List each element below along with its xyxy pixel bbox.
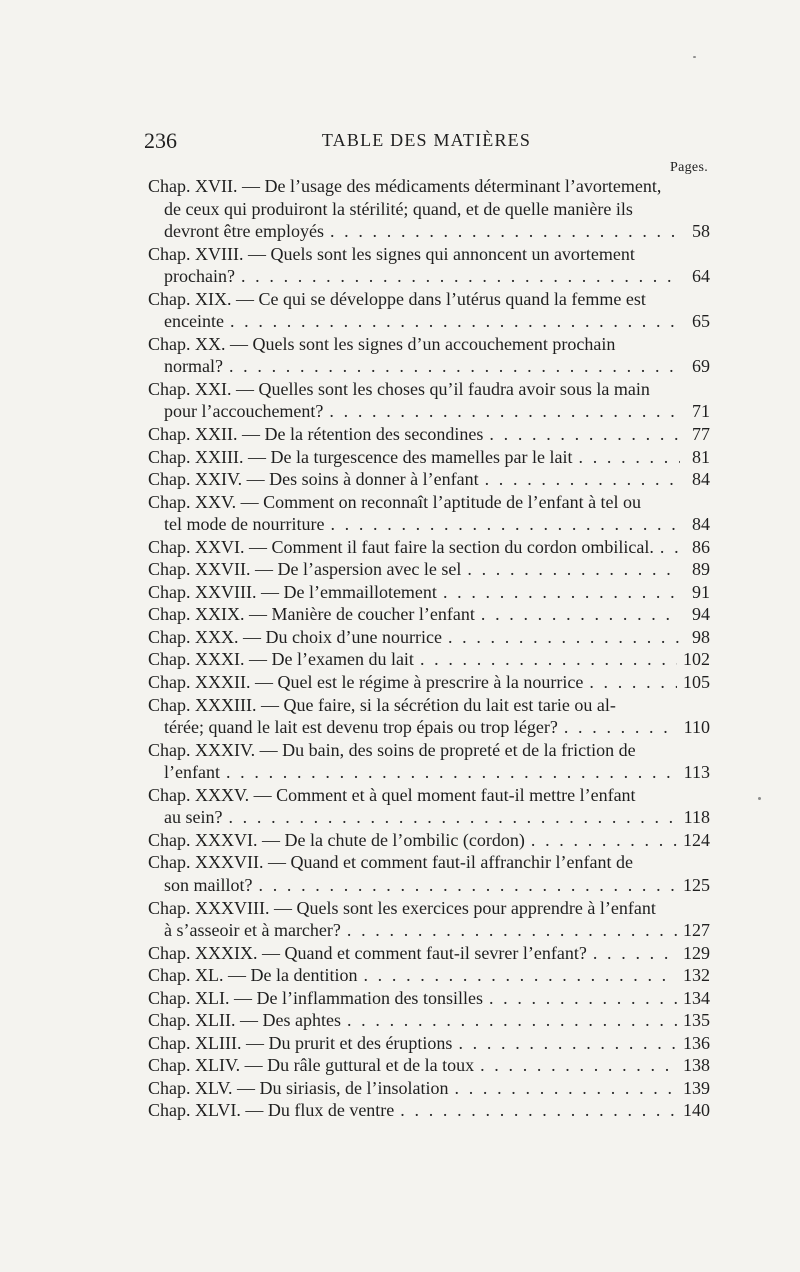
toc-entry <box>148 1099 710 1122</box>
toc-page-number: 69 <box>692 356 710 377</box>
dot-leader <box>363 964 677 987</box>
toc-entry-title: Chap. XXXII. — Quel est le régime à prescrire à la nourrice <box>148 672 584 693</box>
toc-entry-title: l’enfant <box>164 762 220 783</box>
toc-entry-line: Chap. XX. — Quels sont les signes d’un accouchement prochain <box>148 333 616 354</box>
toc-page-number: 132 <box>683 965 710 986</box>
toc-entry-last-line <box>148 220 710 243</box>
dot-leader <box>480 1054 677 1077</box>
toc-entry-title: Chap. XL. — De la dentition <box>148 965 358 986</box>
toc-page-number: 81 <box>692 446 710 467</box>
toc-entry-line: Chap. XVIII. — Quels sont les signes qui annoncent un avortement <box>148 243 635 264</box>
toc-entry <box>148 964 710 987</box>
toc-entry-last-line <box>148 648 710 671</box>
running-title: TABLE DES MATIÈRES <box>321 130 532 150</box>
toc-page-number: 98 <box>692 626 710 647</box>
toc-entry-title: Chap. XXIX. — Manière de coucher l’enfant <box>148 604 475 625</box>
dot-leader <box>579 446 680 469</box>
toc-entry-title: Chap. XLIV. — Du râle guttural et de la toux <box>148 1055 475 1076</box>
scan-speck <box>758 797 761 800</box>
toc-entry-line: Chap. XVII. — De l’usage des médicaments déterminant l’avortement, <box>148 176 662 196</box>
dot-leader <box>458 1032 677 1055</box>
toc-entry-line: Chap. XXXV. — Comment et à quel moment faut-il mettre l’enfant <box>148 784 636 805</box>
dot-leader <box>400 1099 677 1122</box>
toc-page-number: 134 <box>683 987 710 1008</box>
toc-page-number: 102 <box>683 649 710 670</box>
toc-page-number: 135 <box>683 1010 710 1031</box>
dot-leader <box>589 671 677 694</box>
toc-entry <box>148 446 710 469</box>
toc-entry-last-line <box>148 942 710 965</box>
toc-entry-last-line <box>148 468 710 491</box>
toc-page-number: 125 <box>683 874 710 895</box>
toc-entry-last-line <box>148 1054 710 1077</box>
toc-page-number: 105 <box>683 672 710 693</box>
toc-entry <box>148 671 710 694</box>
toc-entry-last-line <box>148 874 710 897</box>
toc-page-number: 118 <box>683 807 710 828</box>
toc-entry-last-line <box>148 829 710 852</box>
toc-page-number: 140 <box>683 1100 710 1121</box>
dot-leader <box>443 581 680 604</box>
toc-entry-title: Chap. XXVII. — De l’aspersion avec le sel <box>148 559 462 580</box>
toc-entry-title: Chap. XXXVI. — De la chute de l’ombilic (cordon) <box>148 829 525 850</box>
toc-page-number: 71 <box>692 401 710 422</box>
toc-page-number: 91 <box>692 581 710 602</box>
toc-entry-line: Chap. XXXIV. — Du bain, des soins de propreté et de la friction de <box>148 739 636 760</box>
toc-entry-last-line <box>148 400 710 423</box>
toc-entry-title: térée; quand le lait est devenu trop épais ou trop léger? <box>164 717 558 738</box>
pages-column-label: Pages. <box>670 160 708 175</box>
toc-page-number: 77 <box>692 424 710 445</box>
page-number: 236 <box>144 128 177 153</box>
toc-entry <box>148 491 710 536</box>
toc-page-number: 64 <box>692 266 710 287</box>
dot-leader <box>467 558 680 581</box>
dot-leader <box>564 716 678 739</box>
toc-entry-title: Chap. XXII. — De la rétention des secondines <box>148 424 484 445</box>
toc-entry-title: Chap. XLVI. — Du flux de ventre <box>148 1100 395 1121</box>
toc-entry-line: Chap. XXV. — Comment on reconnaît l’aptitude de l’enfant à tel ou <box>148 491 642 512</box>
toc-entry-title: Chap. XLII. — Des aphtes <box>148 1010 341 1031</box>
toc-entry <box>148 897 710 942</box>
toc-entry-last-line <box>148 513 710 536</box>
toc-entry-last-line <box>148 626 710 649</box>
toc-entry-last-line <box>148 355 710 378</box>
toc-entry-last-line <box>148 716 710 739</box>
toc-entry <box>148 942 710 965</box>
toc-entry-last-line <box>148 964 710 987</box>
toc-entry-last-line <box>148 1077 710 1100</box>
toc-entry <box>148 243 710 288</box>
toc-entry-title: Chap. XXIII. — De la turgescence des mamelles par le lait <box>148 446 573 467</box>
toc-entry-title: Chap. XXXI. — De l’examen du lait <box>148 649 414 670</box>
toc-entry <box>148 468 710 491</box>
toc-entry-line: Chap. XIX. — Ce qui se développe dans l’utérus quand la femme est <box>148 288 646 309</box>
scan-speck <box>693 56 696 58</box>
toc-page-number: 136 <box>683 1032 710 1053</box>
toc-entry-last-line <box>148 423 710 446</box>
toc-page-number: 94 <box>692 604 710 625</box>
toc-entry-title: Chap. XXX. — Du choix d’une nourrice <box>148 626 442 647</box>
dot-leader <box>485 468 680 491</box>
toc-entry <box>148 288 710 333</box>
toc-entry <box>148 1054 710 1077</box>
table-of-contents <box>148 175 710 1122</box>
toc-page-number: 86 <box>692 536 710 557</box>
toc-entry-last-line <box>148 671 710 694</box>
toc-entry-last-line <box>148 1009 710 1032</box>
toc-entry-title: Chap. XXVIII. — De l’emmaillotement <box>148 581 437 602</box>
toc-page-number: 124 <box>683 829 710 850</box>
toc-entry-title: enceinte <box>164 311 224 332</box>
dot-leader <box>531 829 677 852</box>
toc-entry <box>148 581 710 604</box>
toc-entry <box>148 1009 710 1032</box>
dot-leader <box>330 513 680 536</box>
dot-leader <box>229 355 680 378</box>
toc-entry-last-line <box>148 558 710 581</box>
toc-entry <box>148 1032 710 1055</box>
toc-entry-title: tel mode de nourriture <box>164 514 325 535</box>
toc-page-number: 139 <box>683 1077 710 1098</box>
toc-entry-last-line <box>148 1032 710 1055</box>
toc-page-number: 113 <box>683 762 710 783</box>
dot-leader <box>481 603 680 626</box>
toc-entry-title: Chap. XXIV. — Des soins à donner à l’enfant <box>148 469 479 490</box>
toc-entry <box>148 1077 710 1100</box>
toc-entry-title: son maillot? <box>164 874 253 895</box>
dot-leader <box>230 310 680 333</box>
toc-entry-last-line <box>148 265 710 288</box>
toc-entry-title: Chap. XXXIX. — Quand et comment faut-il sevrer l’enfant? <box>148 942 587 963</box>
dot-leader <box>228 806 677 829</box>
toc-entry-line: Chap. XXXVII. — Quand et comment faut-il affranchir l’enfant de <box>148 852 633 873</box>
toc-entry-title: prochain? <box>164 266 235 287</box>
toc-entry <box>148 987 710 1010</box>
toc-entry-last-line <box>148 1099 710 1122</box>
dot-leader <box>593 942 677 965</box>
page-header <box>144 128 709 158</box>
dot-leader <box>489 423 680 446</box>
toc-entry-last-line <box>148 446 710 469</box>
dot-leader <box>347 1009 677 1032</box>
toc-entry <box>148 603 710 626</box>
toc-entry <box>148 536 710 559</box>
toc-entry-last-line <box>148 806 710 829</box>
toc-entry-line: Chap. XXXVIII. — Quels sont les exercices pour apprendre à l’enfant <box>148 897 656 918</box>
dot-leader <box>455 1077 678 1100</box>
toc-entry <box>148 694 710 739</box>
toc-entry-title: devront être employés <box>164 221 324 242</box>
toc-entry-title: normal? <box>164 356 223 377</box>
dot-leader <box>489 987 677 1010</box>
toc-entry <box>148 175 710 243</box>
dot-leader <box>226 761 678 784</box>
toc-entry <box>148 333 710 378</box>
toc-page-number: 84 <box>692 469 710 490</box>
toc-entry-title: à s’asseoir et à marcher? <box>164 920 341 941</box>
toc-entry-last-line <box>148 581 710 604</box>
toc-entry <box>148 378 710 423</box>
toc-entry-last-line <box>148 919 710 942</box>
toc-entry-line: Chap. XXI. — Quelles sont les choses qu’il faudra avoir sous la main <box>148 378 650 399</box>
toc-entry <box>148 851 710 896</box>
toc-entry <box>148 739 710 784</box>
toc-entry-last-line <box>148 761 710 784</box>
toc-entry-title: Chap. XLI. — De l’inflammation des tonsilles <box>148 987 483 1008</box>
toc-page-number: 65 <box>692 311 710 332</box>
dot-leader <box>660 536 680 559</box>
toc-page-number: 129 <box>683 942 710 963</box>
toc-entry-last-line <box>148 987 710 1010</box>
toc-page-number: 84 <box>692 514 710 535</box>
toc-entry-title: pour l’accouchement? <box>164 401 324 422</box>
toc-entry <box>148 423 710 446</box>
toc-entry-title: Chap. XLIII. — Du prurit et des éruptions <box>148 1032 453 1053</box>
toc-page-number: 138 <box>683 1055 710 1076</box>
toc-page-number: 58 <box>692 221 710 242</box>
dot-leader <box>347 919 677 942</box>
dot-leader <box>420 648 677 671</box>
toc-entry <box>148 784 710 829</box>
dot-leader <box>448 626 680 649</box>
toc-entry-title: Chap. XXVI. — Comment il faut faire la section du cordon ombilical. <box>148 536 654 557</box>
toc-entry <box>148 829 710 852</box>
toc-entry-last-line <box>148 536 710 559</box>
toc-page-number: 127 <box>683 920 710 941</box>
toc-page-number: 89 <box>692 559 710 580</box>
toc-entry-line: Chap. XXXIII. — Que faire, si la sécrétion du lait est tarie ou al- <box>148 694 616 715</box>
toc-entry <box>148 648 710 671</box>
toc-entry-title: Chap. XLV. — Du siriasis, de l’insolation <box>148 1077 449 1098</box>
toc-entry <box>148 626 710 649</box>
dot-leader <box>330 220 680 243</box>
toc-entry-title: au sein? <box>164 807 223 828</box>
toc-entry-line: de ceux qui produiront la stérilité; quand, et de quelle manière ils <box>164 198 633 219</box>
toc-entry <box>148 558 710 581</box>
dot-leader <box>241 265 680 288</box>
dot-leader <box>259 874 678 897</box>
toc-entry-last-line <box>148 310 710 333</box>
toc-page-number: 110 <box>683 717 710 738</box>
toc-entry-last-line <box>148 603 710 626</box>
dot-leader <box>329 400 680 423</box>
